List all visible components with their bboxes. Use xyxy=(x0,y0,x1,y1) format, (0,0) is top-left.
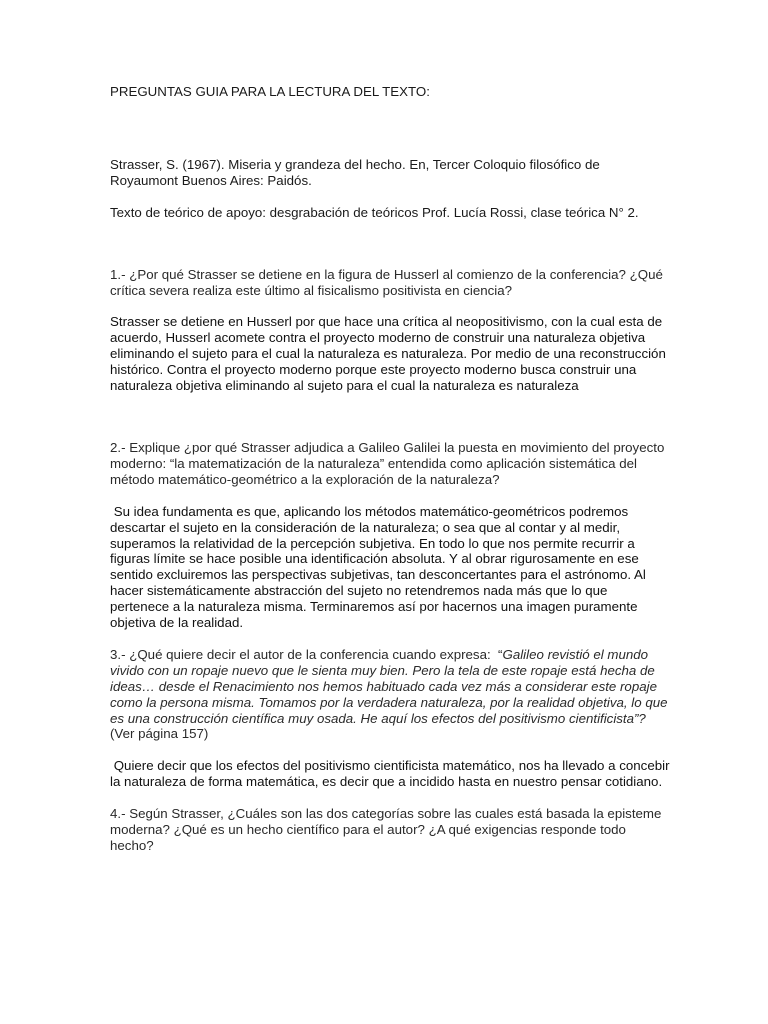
question-1: 1.- ¿Por qué Strasser se detiene en la figura de Husserl al comienzo de la conferencia? ¿Qué crítica severa realiza este último al fisicalismo positivista en ciencia? xyxy=(110,266,663,298)
question-3-suffix: (Ver página 157) xyxy=(110,710,650,742)
answer-2-text: Su idea fundamenta es que, aplicando los métodos matemático-geométricos podremos descartar el sujeto en la consideración de la naturaleza; o sea que al contar y al medir, superamos la relatividad de la percepción subjetiva. En todo lo que nos permite recurrir a figuras límite se hace posible una identificación absoluta. Y al obrar rigurosamente en ese sentido excluiremos las perspectivas subjetivas, tan desconcertantes para el astrónomo. Al hacer sistemáticamente abstracción del sujeto no retendremos nada más que lo que pertenece a la naturaleza misma. Terminaremos así por hacernos una imagen puramente objetiva de la realidad. xyxy=(110,503,650,631)
question-3-quote: Galileo revistió el mundo vivido con un ropaje nuevo que le sienta muy bien. Pero la tela de este ropaje está hecha de ideas… desde el Renacimiento nos hemos habituado cada vez más a considerar este ropaje como la persona misma. Tomamos por la verdadera naturaleza, por la realidad objetiva, lo que es una construcción científica muy osada. He aquí los efectos del positivismo cientificista”? xyxy=(110,646,668,726)
answer-1: Strasser se detiene en Husserl por que hace una crítica al neopositivismo, con la cual esta de acuerdo, Husserl acomete contra el proyecto moderno de construir una naturaleza objetiva eliminando el sujeto para el cual la naturaleza es naturaleza. Por medio de una reconstrucción histórico. Contra el proyecto moderno porque este proyecto moderno busca construir una naturaleza objetiva eliminando al sujeto para el cual la naturaleza es naturaleza xyxy=(110,314,666,394)
question-2: 2.- Explique ¿por qué Strasser adjudica a Galileo Galilei la puesta en movimiento del proyecto moderno: “la matematización de la naturaleza” entendida como aplicación sistemática del método matemático-geométrico a la exploración de la naturaleza? xyxy=(110,439,665,487)
page-title: PREGUNTAS GUIA PARA LA LECTURA DEL TEXTO: xyxy=(110,84,430,99)
question-3 xyxy=(110,647,670,742)
answer-3-text: Quiere decir que los efectos del positivismo cientificista matemático, nos ha llevado a concebir la naturaleza de forma matemática, es decir que a incidido hasta en nuestro pensar cotidiano. xyxy=(110,758,674,790)
bibliographic-reference: Strasser, S. (1967). Miseria y grandeza del hecho. En, Tercer Coloquio filosófico de Royaumont Buenos Aires: Paidós. xyxy=(110,156,600,188)
answer-2 xyxy=(110,504,670,631)
document-content xyxy=(110,84,674,854)
question-3-prefix: 3.- ¿Qué quiere decir el autor de la conferencia cuando expresa: “ xyxy=(110,646,503,662)
answer-3 xyxy=(110,758,674,790)
support-text-note: Texto de teórico de apoyo: desgrabación de teóricos Prof. Lucía Rossi, clase teórica N° 2. xyxy=(110,204,639,220)
question-4: 4.- Según Strasser, ¿Cuáles son las dos categorías sobre las cuales está basada la episteme moderna? ¿Qué es un hecho científico para el autor? ¿A qué exigencias responde todo hecho? xyxy=(110,806,662,853)
